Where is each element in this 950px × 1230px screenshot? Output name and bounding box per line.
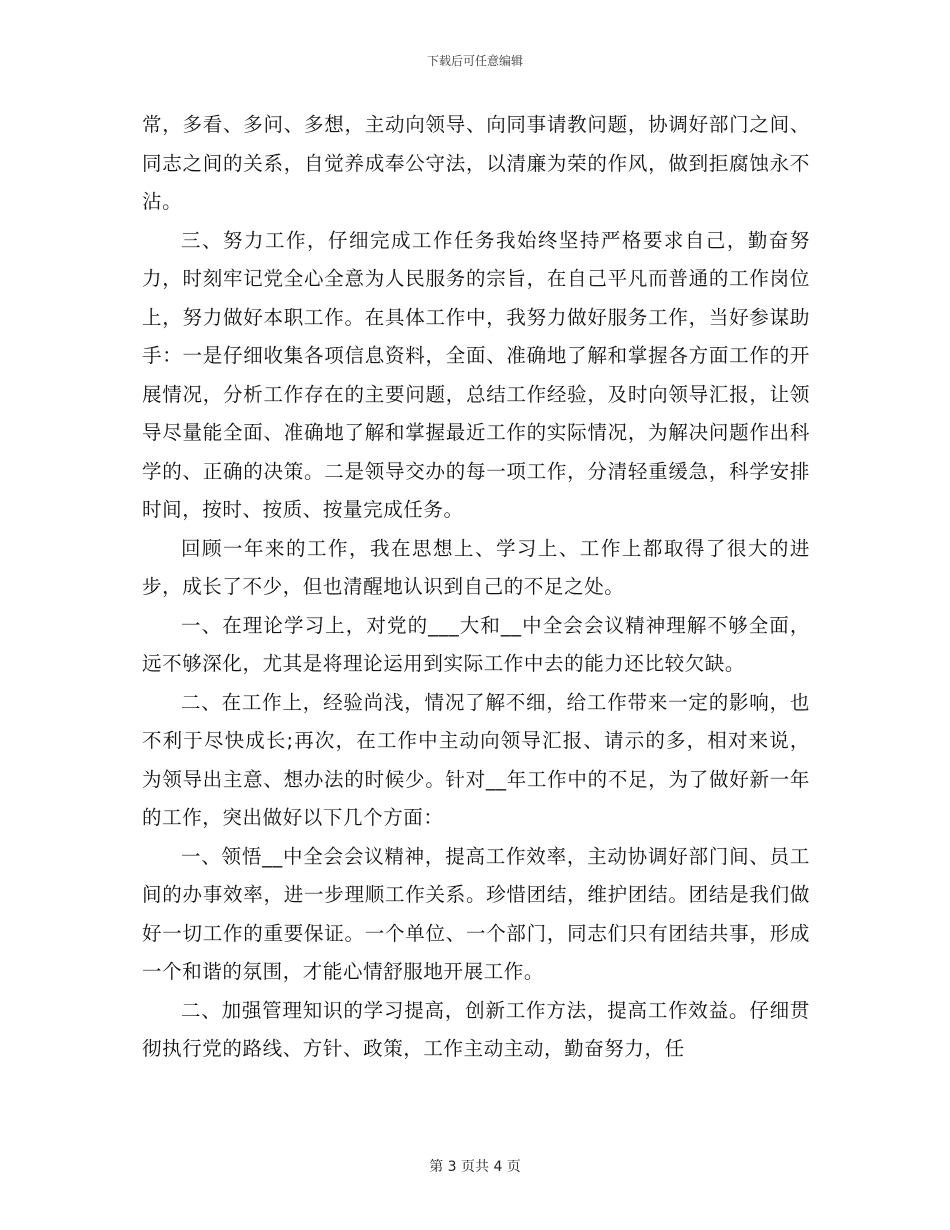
paragraph-continuation: 常，多看、多问、多想，主动向领导、向同事请教问题，协调好部门之间、同志之间的关系，自觉养成奉公守法，以清廉为荣的作风，做到拒腐蚀永不沾。: [142, 113, 810, 213]
paragraph-shortcoming-two: 二、在工作上，经验尚浅，情况了解不细，给工作带来一定的影响，也不利于尽快成长;再次，在工作中主动向领导汇报、请示的多，相对来说，为领导出主意、想办法的时候少。针对__年工作中的不足，为了做好新一年的工作，突出做好以下几个方面：: [142, 690, 810, 829]
paragraph-shortcoming-one: 一、在理论学习上，对党的___大和__中全会会议精神理解不够全面，远不够深化，尤其是将理论运用到实际工作中去的能力还比较欠缺。: [142, 613, 810, 675]
paragraph-plan-two: 二、加强管理知识的学习提高，创新工作方法，提高工作效益。仔细贯彻执行党的路线、方针、政策，工作主动主动，勤奋努力，任: [142, 998, 810, 1060]
page-header: 下载后可任意编辑: [426, 54, 523, 68]
paragraph-plan-one: 一、领悟__中全会会议精神，提高工作效率，主动协调好部门间、员工间的办事效率，进一步理顺工作关系。珍惜团结，维护团结。团结是我们做好一切工作的重要保证。一个单位、一个部门，同志们只有团结共事，形成一个和谐的氛围，才能心情舒服地开展工作。: [142, 844, 810, 983]
document-body: [142, 106, 810, 1069]
page-footer: 第 3 页共 4 页: [429, 1159, 521, 1175]
paragraph-review: 回顾一年来的工作，我在思想上、学习上、工作上都取得了很大的进步，成长了不少，但也清醒地认识到自己的不足之处。: [142, 536, 810, 598]
paragraph-section-three: 三、努力工作，仔细完成工作任务我始终坚持严格要求自己，勤奋努力，时刻牢记党全心全意为人民服务的宗旨，在自己平凡而普通的工作岗位上，努力做好本职工作。在具体工作中，我努力做好服务工作，当好参谋助手：一是仔细收集各项信息资料，全面、准确地了解和掌握各方面工作的开展情况，分析工作存在的主要问题，总结工作经验，及时向领导汇报，让领导尽量能全面、准确地了解和掌握最近工作的实际情况，为解决问题作出科学的、正确的决策。二是领导交办的每一项工作，分清轻重缓急，科学安排时间，按时、按质、按量完成任务。: [142, 228, 810, 521]
